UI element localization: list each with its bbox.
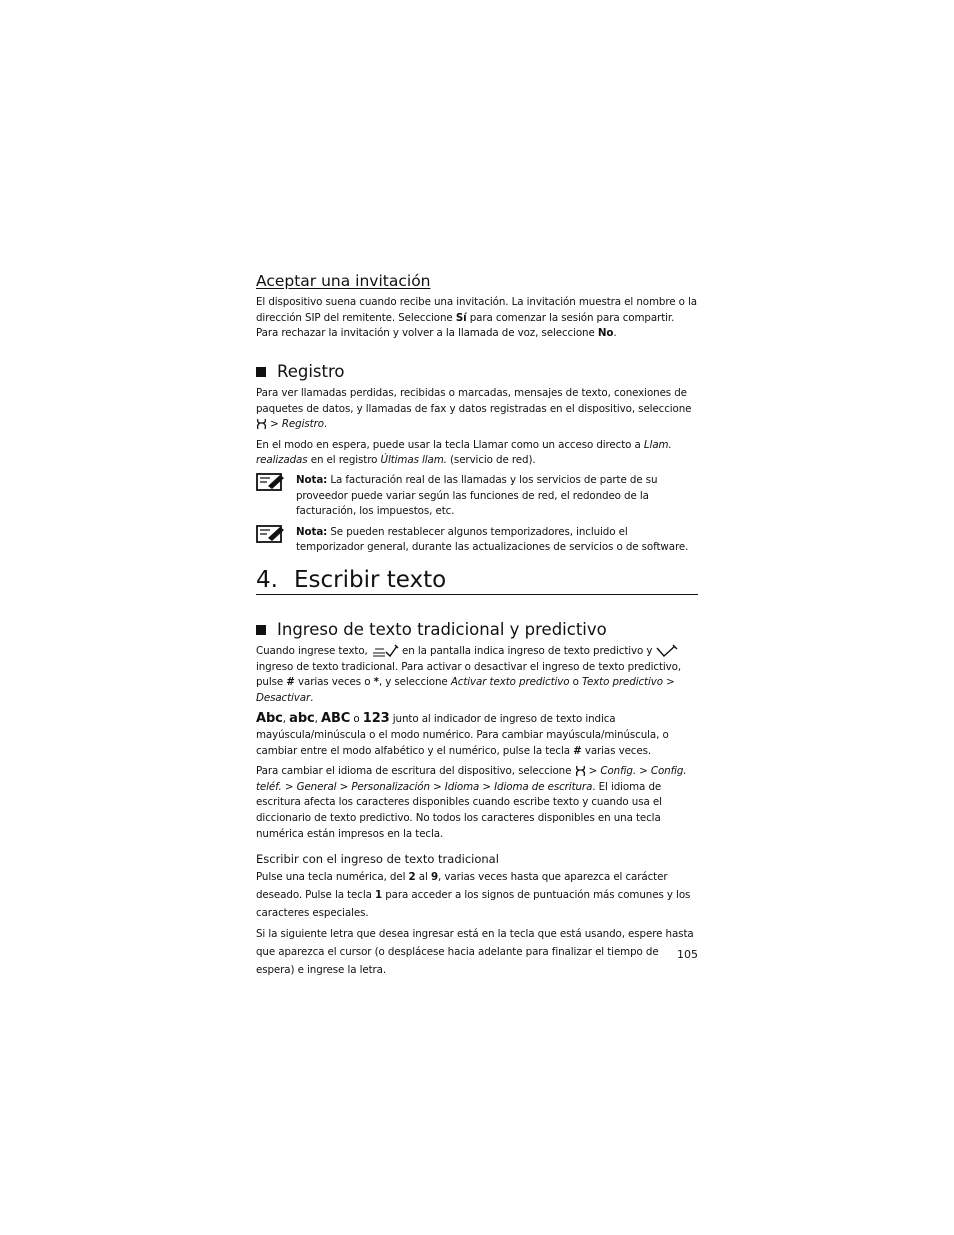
- note-1: [256, 473, 698, 520]
- invitacion-paragraph: El dispositivo suena cuando recibe una invitación. La invitación muestra el nombre o la dirección SIP del remitente. Seleccione Sí para comenzar la sesión para compartir. Para rechazar la invitación y volver a la llamada de voz, seleccione No.: [256, 296, 697, 340]
- chapter-number: 4.: [256, 567, 278, 593]
- chapter-title: Escribir texto: [294, 567, 447, 593]
- note-2: [256, 525, 698, 556]
- section-invitacion: [256, 272, 698, 342]
- note-2-text: Nota: Se pueden restablecer algunos temporizadores, incluido el temporizador general, durante las actualizaciones de servicios o de software.: [296, 525, 689, 554]
- mode-numeric: 123: [362, 711, 390, 727]
- invitacion-heading: Aceptar una invitación: [256, 272, 431, 290]
- chapter-heading-block: [256, 567, 698, 595]
- note-icon: [256, 523, 286, 545]
- registro-paragraph-1: Para ver llamadas perdidas, recibidas o marcadas, mensajes de texto, conexiones de paquetes de datos, y llamadas de fax y datos registradas en el dispositivo, seleccione > Registro.: [256, 387, 692, 431]
- menu-key-icon: [575, 765, 586, 777]
- ingreso-paragraph-5: Si la siguiente letra que desea ingresar está en la tecla que está usando, espere hasta que aparezca el cursor (o desplácese hacia adelante para finalizar el tiempo de espera) e ingrese la letra.: [256, 928, 694, 977]
- ingreso-paragraph-3: Para cambiar el idioma de escritura del dispositivo, seleccione > Config. > Config. teléf. > General > Personalización > Idioma > Idioma de escritura. El idioma de escritura afecta los caracteres disponibles cuando escribe texto y cuando usa el diccionario de texto predictivo. No todos los caracteres disponibles en una tecla numérica están impresos en la tecla.: [256, 765, 687, 840]
- ingreso-paragraph-2: Abc, abc, ABC o 123 junto al indicador de ingreso de texto indica mayúscula/minúscula o el modo numérico. Para cambiar mayúscula/minúscula, o cambiar entre el modo alfabético y el numérico, pulse la tecla # varias veces.: [256, 711, 669, 757]
- mode-abc-capital: Abc: [256, 711, 283, 727]
- note-icon: [256, 471, 286, 493]
- ingreso-paragraph-1: Cuando ingrese texto, en la pantalla indica ingreso de texto predictivo y ingreso de texto tradicional. Para activar o desactivar el ingreso de texto predictivo, pulse # varias veces o *, y seleccione Activar texto predictivo o Texto predictivo > Desactivar.: [256, 645, 682, 704]
- page-number: 105: [677, 948, 698, 961]
- registro-heading: Registro: [256, 362, 698, 381]
- section-ingreso: [256, 620, 698, 979]
- mode-abc-upper: ABC: [320, 711, 351, 727]
- registro-paragraph-2: En el modo en espera, puede usar la tecla Llamar como un acceso directo a Llam. realizadas en el registro Últimas llam. (servicio de red).: [256, 438, 672, 467]
- menu-key-icon: [256, 418, 267, 430]
- ingreso-paragraph-4: Pulse una tecla numérica, del 2 al 9, varias veces hasta que aparezca el carácter deseado. Pulse la tecla 1 para acceder a los signos de puntuación más comunes y los caracteres especiales.: [256, 871, 691, 920]
- mode-abc-lower: abc: [289, 711, 315, 727]
- section-bullet-icon: [256, 625, 266, 635]
- subheading-tradicional: Escribir con el ingreso de texto tradicional: [256, 852, 499, 867]
- note-1-text: Nota: La facturación real de las llamadas y los servicios de parte de su proveedor puede variar según las funciones de red, el redondeo de la facturación, los impuestos, etc.: [296, 473, 658, 518]
- ingreso-heading: Ingreso de texto tradicional y predictivo: [256, 620, 698, 639]
- section-registro: [256, 362, 698, 556]
- section-bullet-icon: [256, 367, 266, 377]
- traditional-text-icon: [656, 644, 678, 658]
- predictive-text-icon: [371, 644, 399, 658]
- chapter-heading: [256, 567, 698, 595]
